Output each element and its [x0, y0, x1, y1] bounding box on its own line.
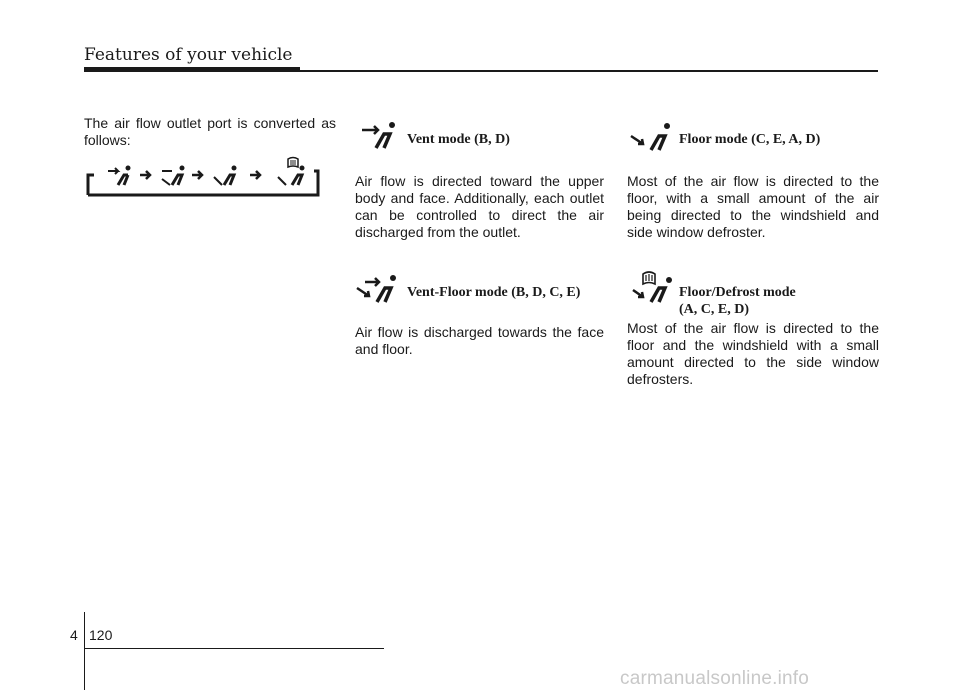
vent-floor-mode-section	[355, 324, 604, 358]
intro-text: The air flow outlet port is converted as follows:	[84, 115, 336, 148]
vent-mode-title: Vent mode (B, D)	[407, 132, 510, 147]
vent-floor-mode-title: Vent-Floor mode (B, D, C, E)	[407, 285, 581, 300]
vent-floor-mode-icon	[355, 272, 403, 304]
floor-mode-icon	[629, 120, 675, 152]
floor-defrost-mode-section	[627, 320, 879, 388]
header-rule-thick	[84, 67, 300, 72]
floor-defrost-mode-title-line1: Floor/Defrost mode	[679, 285, 796, 300]
intro-section	[84, 115, 336, 149]
footer-rule-vertical	[84, 612, 85, 690]
floor-mode-description: Most of the air flow is directed to the floor, with a small amount of the air being directed to the windshield and side window defroster.	[627, 173, 879, 240]
sequence-floor-icon	[214, 166, 237, 186]
floor-defrost-mode-title-line2: (A, C, E, D)	[679, 302, 749, 317]
floor-defrost-mode-title	[679, 284, 796, 318]
sequence-arrow-3	[250, 171, 260, 179]
footer-rule-horizontal	[84, 648, 384, 649]
sequence-arrow-1	[140, 171, 150, 179]
vent-mode-icon	[362, 120, 402, 150]
sequence-vent-icon	[108, 166, 131, 186]
mode-sequence-diagram	[86, 155, 322, 199]
footer-page-number: 120	[89, 627, 113, 643]
floor-defrost-mode-icon	[631, 270, 677, 304]
vent-mode-description: Air flow is directed toward the upper body and face. Additionally, each outlet can be controlled to direct the air discharged from the outlet.	[355, 173, 604, 240]
watermark-text: carmanualsonline.info	[620, 668, 810, 689]
page-header-title: Features of your vehicle	[84, 45, 293, 65]
header-rule-thin	[300, 70, 878, 72]
vent-floor-mode-description: Air flow is discharged towards the face and floor.	[355, 324, 604, 357]
footer-chapter-number: 4	[70, 627, 78, 643]
sequence-arrow-2	[192, 171, 202, 179]
floor-mode-section	[627, 173, 879, 241]
floor-defrost-mode-description: Most of the air flow is directed to the floor and the windshield with a small amount directed to the side window defrosters.	[627, 320, 879, 387]
floor-mode-title: Floor mode (C, E, A, D)	[679, 132, 821, 147]
vent-mode-section	[355, 173, 604, 241]
sequence-vent-floor-icon	[162, 166, 185, 186]
sequence-floor-defrost-icon	[278, 158, 305, 186]
